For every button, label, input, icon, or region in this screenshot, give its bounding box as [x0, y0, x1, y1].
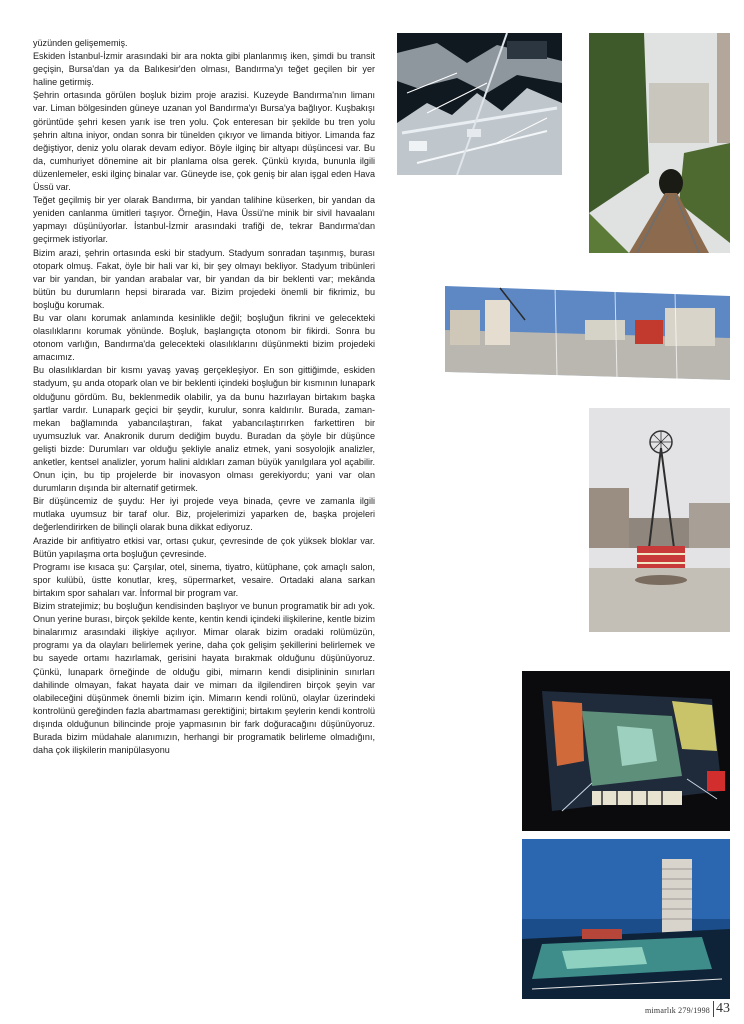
model-plan-photo [522, 671, 730, 831]
paragraph: Eskiden İstanbul-İzmir arasındaki bir ara nokta gibi planlanmış iken, şimdi bu transit geçişin, Bursa'dan ya da Balıkesir'den olması, Bandırma'yı teğet geçilen bir yer haline getirmiş. [33, 51, 375, 88]
paragraph: Bu olasılıklardan bir kısmı yavaş yavaş gerçekleşiyor. En son gittiğimde, eskiden stadyum, şu anda otopark olan ve bir beklenti içindeki boşluğun bir kısmının lunapark olduğunu gördüm. Bu, beklenmedik olabilir, ya da bunu hazırlayan birtakım başka şartlar vardır. Lunapark geçici bir şeydir, kurulur, sonra kaldırılır. Burada, zaman-mekan bağlamında yabancılaştıran, fakat yabancılaştırırken farkettiren bir uyumsuzluk var. Anakronik durum dediğim buydu. Buradan da şöyle bir düşünce gelişti bizde: Durumları var olduğu şekliyle analiz etmek, yani sosyolojik analizler, anketler, kentsel analizler, yorum halini aldıkları zaman büyük yanılgılara yol açabilir. Onun için, bu tip projelerde bir inovasyon olması gerekiyordu; yani var olan durumların dışında bir alternatif getirmek. [33, 365, 375, 494]
model-render-photo [522, 839, 730, 999]
footer-divider [713, 1001, 714, 1017]
page-number: 43 [716, 1001, 730, 1016]
paragraph: Bu var olanı korumak anlamında kesinlikle değil; boşluğun fikrini ve gelecekteki olasılıklarını korumak yönünde. Boşluk, başlangıçta otonom bir fikirdi. Sonra bu otonom varlığın, Bandırma'da gelecekteki olasılıklarını düşünmekti bizim projedeki amacımız. [33, 312, 375, 363]
magazine-issue: mimarlık 279/1998 [645, 1006, 710, 1015]
railway-photo [589, 33, 730, 253]
paragraph: Programı ise kısaca şu: Çarşılar, otel, sinema, tiyatro, kütüphane, çok amaçlı salon, spor kulübü, üstte konutlar, kreş, süpermarket, vesaire. Ortadaki alana sarkan birtakım spor sahaları var. İnformal bir program var. [33, 561, 375, 598]
paragraph: Bir düşüncemiz de şuydu: Her iyi projede veya binada, çevre ve zamanla ilgili mutlaka uyumsuz bir taraf olur. Biz, projelerimizi yaparken de, başka projeleri değerlendirirken de bilinçli olarak buna dikkat ediyoruz. [33, 496, 375, 533]
paragraph: Arazide bir anfitiyatro etkisi var, ortası çukur, çevresinde de çok yüksek bloklar var. Bütün yapılaşma orta boşluğun çevresinde. [33, 535, 375, 559]
lunapark-photo [589, 408, 730, 632]
paragraph: Bizim stratejimiz; bu boşluğun kendisinden başlıyor ve bunun programatik bir adı yok. Onun yerine burası, birçok şekilde kente, kentin kendi içindeki ilişkilerine, kentle bizim binalarımız arasındaki ilişkiye açılıyor. Mimar olarak bizim oradaki rolümüzün, programı ya da olayları belirlemek yerine, daha çok gelişim şekillerini belirlemek ve bu sayede ortamı hazırlamak, gerisini hayata bırakmak olduğunu düşünüyoruz. Çünkü, lunapark örneğinde de olduğu gibi, mimarın kendi disiplininin sınırları dahilinde olmayan, fakat hayata dair ve mimarı da ilgilendiren birçok şeyin var olabileceğini düşünmek önemli bizim için. Mimarın kendi rolünü, olaylar üzerindeki kontrolünü gereğinden fazla abartmaması gerektiğini; birtakım şeylerin kendi kontrolü dışında olduğunun bilincinde proje yapmasının bir fark doğuracağını düşünüyoruz. Burada bizim müdahale alanımızın, herhangi bir programatik belirleme olmadığını, daha çok ilişkilerin manipülasyonu [33, 601, 375, 756]
paragraph: Şehrin ortasında görülen boşluk bizim proje arazisi. Kuzeyde Bandırma'nın limanı var. Liman bölgesinden güneye uzanan yol Bandırma'yı Bursa'ya bağlıyor. Kuşbakışı görüntüde şehri kesen yarık ise tren yolu. Çok enteresan bir şekilde bu tren yolu şehrin altına iniyor, ondan sonra bir tünelden çıkıyor ve limanda bitiyor. Limanda faz değiştiyor, deniz yolu olarak devam ediyor. Böyle ilginç bir altyapı düşüncesi var. Bu da, cumhuriyet dönemine ait bir planlama olsa gerek. Çünkü kıyıda, bununla ilgili düzenlemeler, eski ilginç binalar var. Güneyde ise, çok geniş bir alan işgal eden Hava Üssü var. [33, 90, 375, 193]
paragraph: yüzünden gelişememiş. [33, 38, 128, 48]
panorama-photo [445, 280, 730, 388]
paragraph: Bizim arazi, şehrin ortasında eski bir stadyum. Stadyum sonradan taşınmış, burası otopark olmuş. Fakat, öyle bir hali var ki, bir şey olmayı bekliyor. Stadyum tribünleri var bir yandan, bir yandan arabalar var, bir yandan da bir beklenti var; mekânda bütün bu durumların hepsi birarada var. Bizim projedeki önemli bir fikrimiz, bu boşluğu korumak. [33, 247, 375, 310]
article-text [33, 37, 375, 757]
page-footer [645, 999, 730, 1017]
paragraph: Teğet geçilmiş bir yer olarak Bandırma, bir yandan talihine küserken, bir yandan da yeniden canlanma ümitleri taşıyor. Örneğin, Hava Üssü'ne minik bir sivil havaalanı yapmayı düşünüyorlar. İstanbul-İzmir arasındaki trafiği de, tekrar Bandırma'dan geçirmek istiyorlar. [33, 195, 375, 245]
aerial-photo [397, 33, 562, 175]
